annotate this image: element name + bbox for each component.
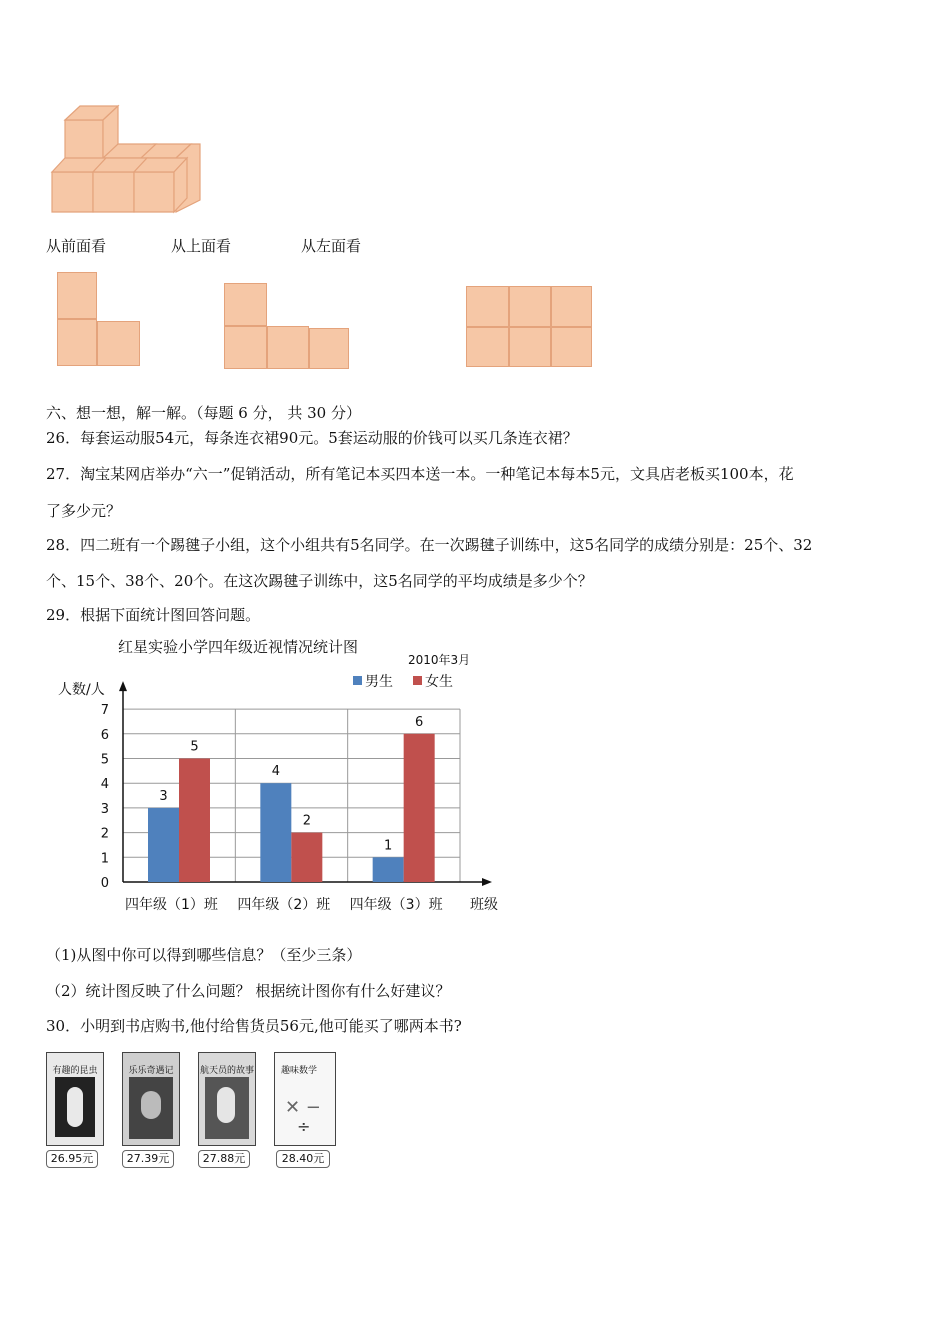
square xyxy=(466,286,509,327)
square xyxy=(309,328,349,369)
left-view-figure xyxy=(466,286,594,368)
square xyxy=(551,327,592,367)
data-label: 6 xyxy=(415,714,424,730)
x-axis-label: 班级 xyxy=(470,897,498,913)
price-tag: 27.39元 xyxy=(122,1150,174,1168)
square xyxy=(224,326,267,369)
book-cover-insects xyxy=(46,1052,104,1146)
data-label: 1 xyxy=(384,838,393,854)
bar-boys xyxy=(373,857,404,882)
top-view-figure xyxy=(222,283,352,369)
question-28-line1: 28．四二班有一个踢毽子小组，这个小组共有5名同学。在一次踢毽子训练中，这5名同学的成绩分别是：25个、32 xyxy=(46,536,813,554)
price-tag: 26.95元 xyxy=(46,1150,98,1168)
front-view-label: 从前面看 xyxy=(46,237,107,255)
bar-boys xyxy=(260,783,291,882)
question-29-sub1: （1)从图中你可以得到哪些信息？（至少三条） xyxy=(46,946,362,964)
bar-girls xyxy=(179,759,210,883)
chart-subtitle: 2010年3月 xyxy=(408,653,471,667)
y-tick-label: 3 xyxy=(100,801,109,817)
price-tag: 28.40元 xyxy=(276,1150,330,1168)
x-tick-label: 四年级（1）班 xyxy=(125,897,218,913)
question-28-line2: 个、15个、38个、20个。在这次踢毽子训练中，这5名同学的平均成绩是多少个？ xyxy=(46,572,593,590)
x-tick-label: 四年级（2）班 xyxy=(237,897,331,913)
bar-girls xyxy=(291,833,322,882)
book-title: 有趣的昆虫 xyxy=(52,1066,98,1076)
book-list xyxy=(44,1050,344,1175)
data-label: 4 xyxy=(271,764,280,780)
book-cover-math: 趣味数学 ✕ − ÷ xyxy=(274,1052,336,1146)
y-tick-label: 0 xyxy=(100,876,109,891)
y-axis-arrow xyxy=(119,681,127,691)
book-title: 航天员的故事 xyxy=(199,1066,254,1076)
x-tick-label: 四年级（3）班 xyxy=(349,897,443,913)
question-29-sub2: （2）统计图反映了什么问题？ 根据统计图你有什么好建议？ xyxy=(46,982,451,1000)
y-tick-label: 5 xyxy=(100,752,109,768)
x-axis-arrow xyxy=(482,878,492,886)
data-label: 3 xyxy=(159,788,168,804)
section-heading: 六、想一想，解一解。（每题 6 分， 共 30 分） xyxy=(46,404,361,422)
legend-swatch-girls xyxy=(413,676,422,685)
y-tick-label: 4 xyxy=(100,777,109,793)
price-tag: 27.88元 xyxy=(198,1150,250,1168)
book-cover-astronaut xyxy=(198,1052,256,1146)
bar-girls xyxy=(404,734,435,882)
left-view-label: 从左面看 xyxy=(301,237,362,255)
square xyxy=(551,286,592,327)
book-cover-adventure xyxy=(122,1052,180,1146)
question-27-line1: 27．淘宝某网店举办“六一”促销活动，所有笔记本买四本送一本。一种笔记本每本5元，文具店老板买100本，花 xyxy=(46,465,794,483)
square xyxy=(57,272,97,319)
square xyxy=(97,321,140,366)
legend-label-boys: 男生 xyxy=(365,674,393,690)
book-title: 趣味数学 xyxy=(281,1066,318,1076)
data-label: 5 xyxy=(190,739,199,755)
y-tick-label: 7 xyxy=(100,703,109,719)
cube-figure xyxy=(48,100,208,218)
question-26: 26．每套运动服54元，每条连衣裙90元。5套运动服的价钱可以买几条连衣裙？ xyxy=(46,429,578,447)
legend-label-girls: 女生 xyxy=(425,674,453,690)
book-title: 乐乐奇遇记 xyxy=(128,1066,174,1076)
square xyxy=(466,327,509,367)
chart-title: 红星实验小学四年级近视情况统计图 xyxy=(118,638,359,656)
top-view-label: 从上面看 xyxy=(171,237,232,255)
question-29: 29．根据下面统计图回答问题。 xyxy=(46,606,261,624)
question-27-line2: 了多少元？ xyxy=(46,502,122,520)
bar-chart xyxy=(46,632,516,922)
square xyxy=(509,286,551,327)
bar-boys xyxy=(148,808,179,882)
legend-swatch-boys xyxy=(353,676,362,685)
square xyxy=(267,326,309,369)
y-axis-label: 人数/人 xyxy=(58,682,105,698)
square xyxy=(57,319,97,366)
question-30: 30．小明到书店购书,他付给售货员56元,他可能买了哪两本书? xyxy=(46,1017,462,1035)
data-label: 2 xyxy=(302,813,311,829)
square xyxy=(509,327,551,367)
y-tick-label: 1 xyxy=(100,851,109,867)
y-tick-label: 2 xyxy=(100,826,109,842)
front-view-figure xyxy=(55,272,145,367)
y-tick-label: 6 xyxy=(100,727,109,743)
square xyxy=(224,283,267,326)
